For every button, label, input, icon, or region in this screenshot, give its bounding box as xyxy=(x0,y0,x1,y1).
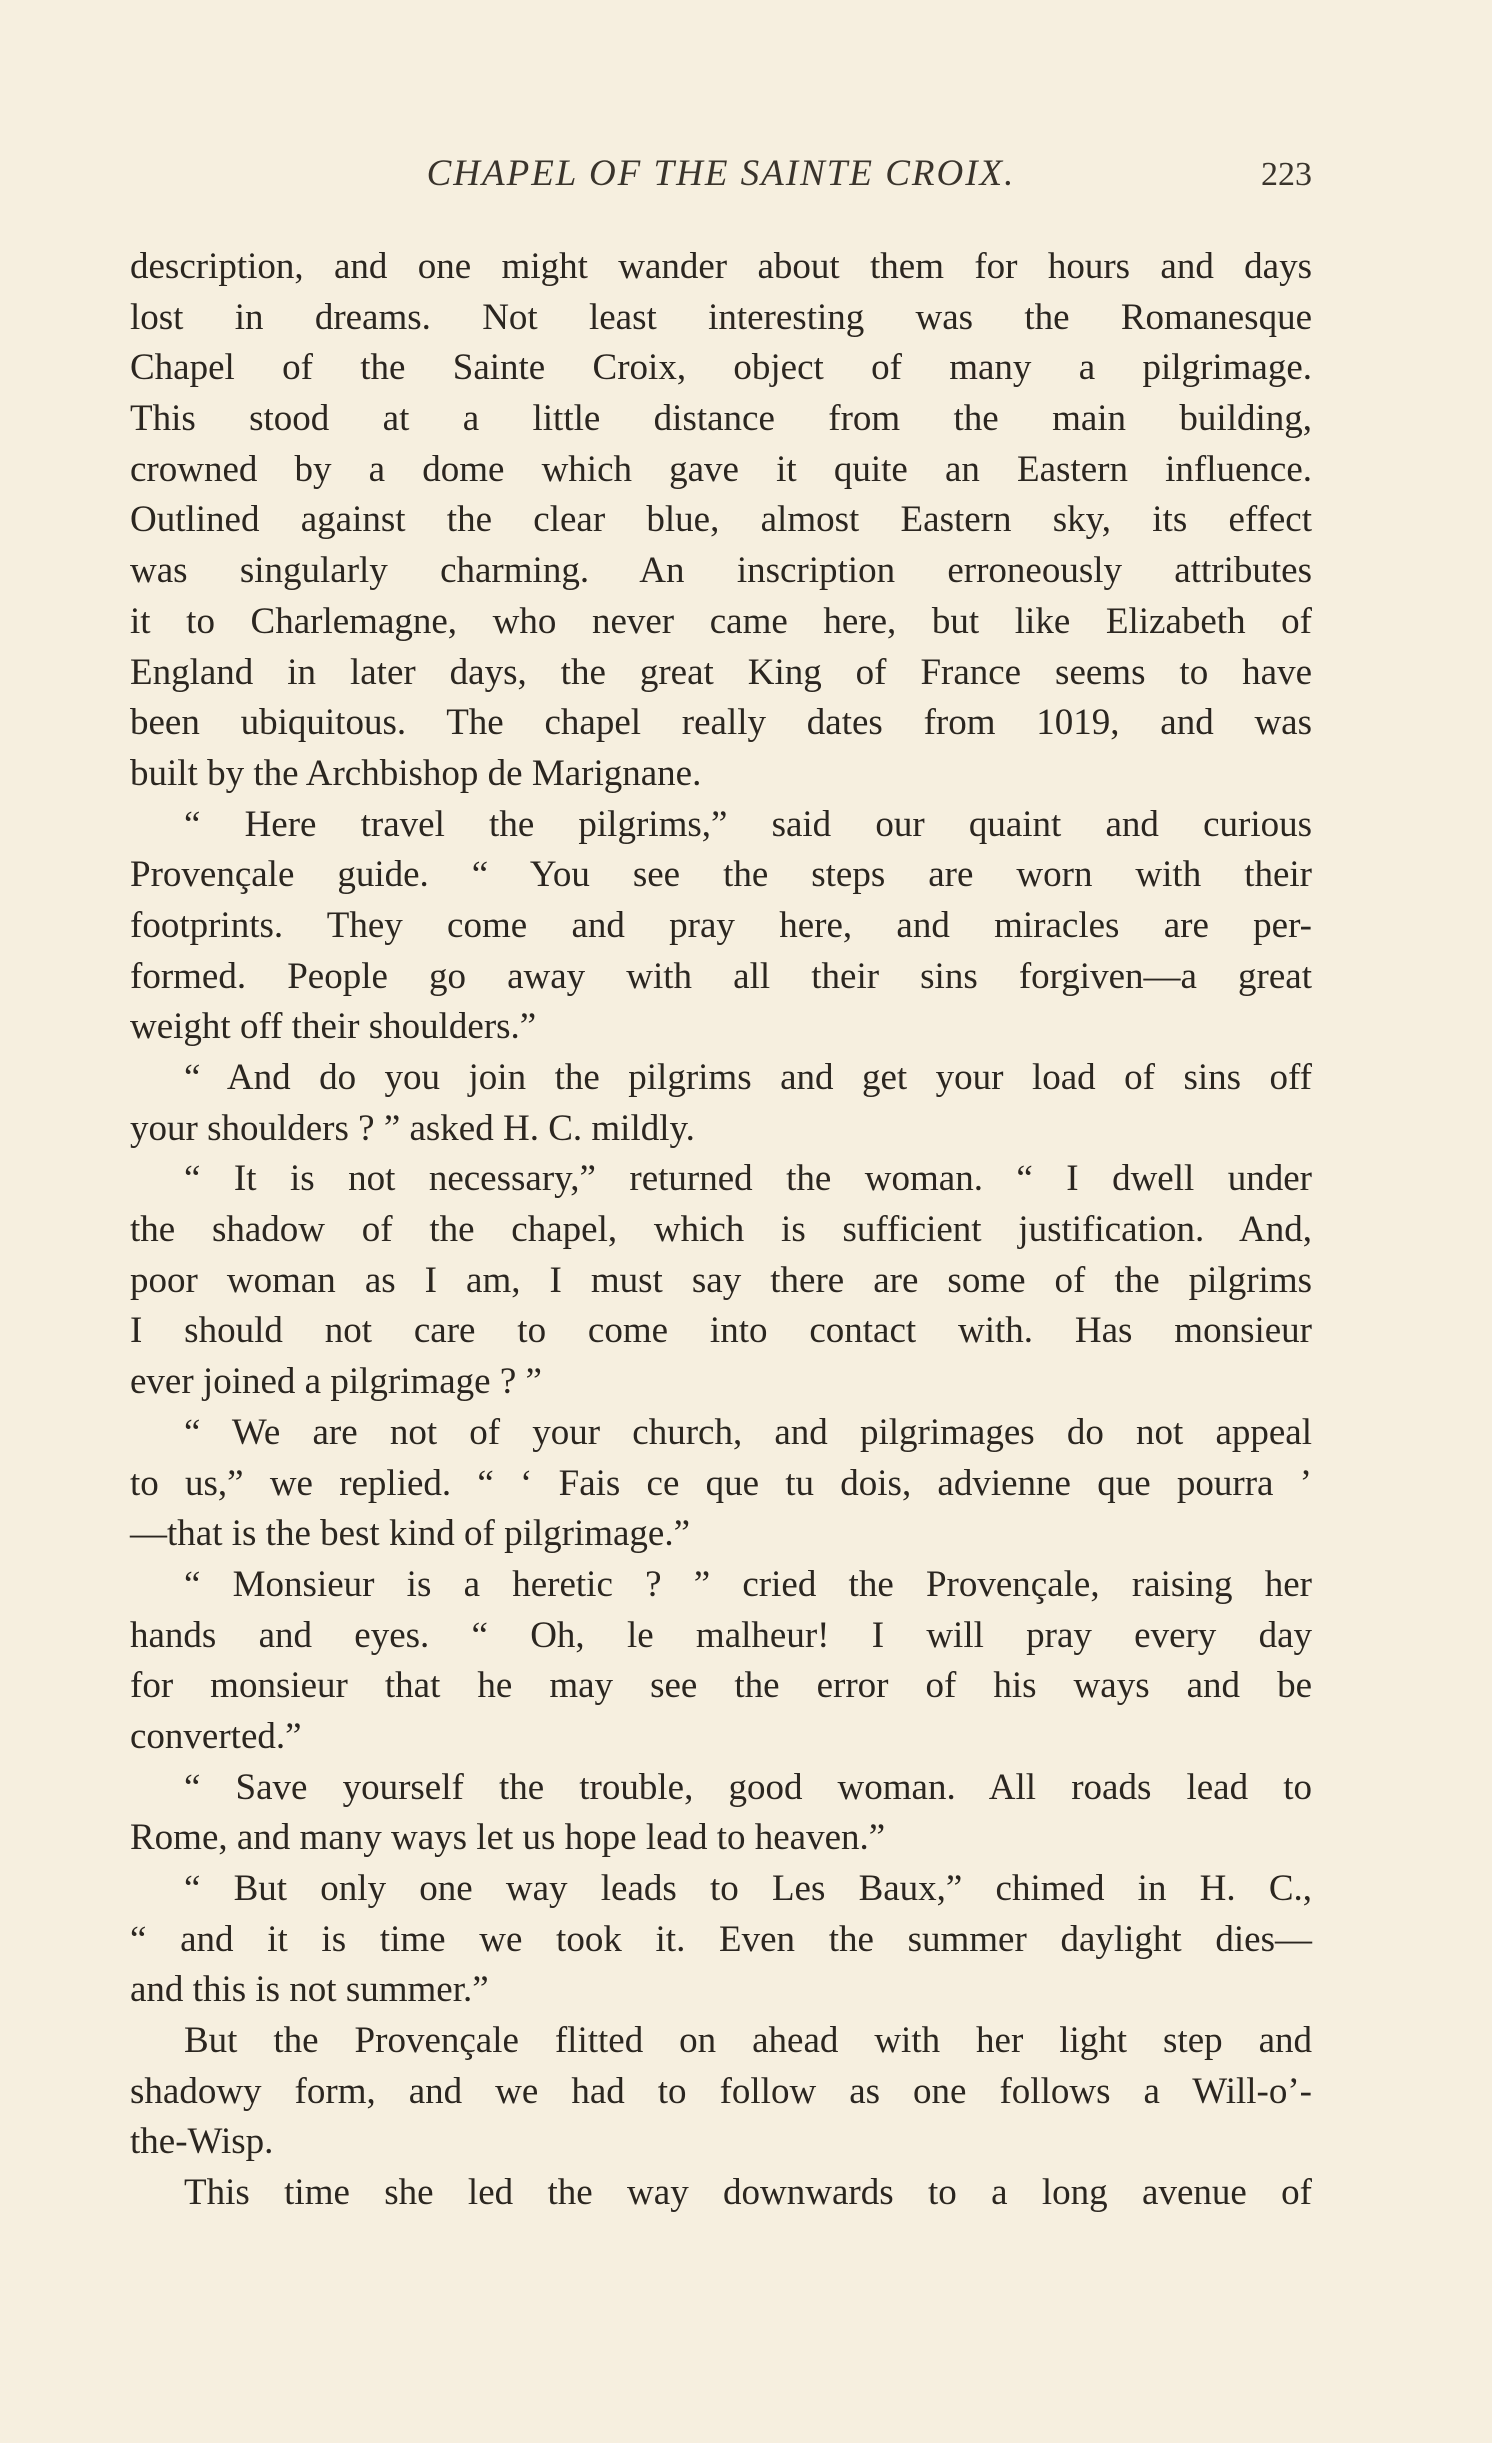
running-title: CHAPEL OF THE SAINTE CROIX. xyxy=(426,153,1016,194)
text-line: weight off their shoulders.” xyxy=(130,1006,537,1048)
text-line: hands and eyes. “ Oh, le malheur! I will pray every day xyxy=(130,1614,1312,1656)
text-line: “ Monsieur is a heretic ? ” cried the Provençale, raising her xyxy=(184,1563,1312,1605)
text-line: But the Provençale flitted on ahead with her light step and xyxy=(184,2020,1312,2062)
text-line: crowned by a dome which gave it quite an Eastern influence. xyxy=(130,448,1312,490)
text-line: description, and one might wander about them for hours and days xyxy=(130,246,1312,287)
page-number: 223 xyxy=(1261,156,1312,193)
text-line: “ Here travel the pilgrims,” said our quaint and curious xyxy=(184,803,1312,845)
text-line: lost in dreams. Not least interesting was the Romanesque xyxy=(130,296,1312,338)
text-line: “ And do you join the pilgrims and get your load of sins off xyxy=(184,1057,1312,1098)
text-line: “ It is not necessary,” returned the woman. “ I dwell under xyxy=(184,1158,1312,1200)
text-line: built by the Archbishop de Marignane. xyxy=(130,752,702,794)
text-line: to us,” we replied. “ ‘ Fais ce que tu dois, advienne que pourra ’ xyxy=(130,1462,1312,1504)
text-line: shadowy form, and we had to follow as one follows a Will-o’- xyxy=(130,2070,1312,2112)
text-line: converted.” xyxy=(130,1715,302,1757)
text-line: Rome, and many ways let us hope lead to heaven.” xyxy=(130,1817,886,1859)
running-head xyxy=(130,152,1312,202)
text-line: formed. People go away with all their sins forgiven—a great xyxy=(130,955,1312,997)
text-line: “ Save yourself the trouble, good woman. All roads lead to xyxy=(184,1766,1312,1808)
text-line: I should not care to come into contact with. Has monsieur xyxy=(130,1310,1312,1352)
text-line: “ and it is time we took it. Even the summer daylight dies— xyxy=(130,1918,1312,1960)
text-line: Chapel of the Sainte Croix, object of many a pilgrimage. xyxy=(130,347,1312,389)
text-line: for monsieur that he may see the error of his ways and be xyxy=(130,1665,1312,1707)
text-line: This stood at a little distance from the main building, xyxy=(130,398,1312,440)
text-line: England in later days, the great King of France seems to have xyxy=(130,651,1312,693)
text-line: Outlined against the clear blue, almost Eastern sky, its effect xyxy=(130,499,1312,541)
text-line: the shadow of the chapel, which is sufficient justification. And, xyxy=(130,1209,1312,1251)
text-line: been ubiquitous. The chapel really dates from 1019, and was xyxy=(130,702,1312,744)
text-line: poor woman as I am, I must say there are some of the pilgrims xyxy=(130,1259,1312,1301)
text-line: ever joined a pilgrimage ? ” xyxy=(130,1361,542,1403)
body-text xyxy=(130,242,1312,2219)
text-line: it to Charlemagne, who never came here, but like Elizabeth of xyxy=(130,600,1312,642)
text-line: This time she led the way downwards to a long avenue of xyxy=(184,2172,1312,2214)
text-line: —that is the best kind of pilgrimage.” xyxy=(130,1513,691,1555)
text-line: your shoulders ? ” asked H. C. mildly. xyxy=(130,1107,695,1149)
text-line: and this is not summer.” xyxy=(130,1969,489,2011)
text-line: “ But only one way leads to Les Baux,” chimed in H. C., xyxy=(184,1868,1312,1909)
text-line: footprints. They come and pray here, and miracles are per- xyxy=(130,904,1312,946)
text-line: “ We are not of your church, and pilgrimages do not appeal xyxy=(184,1411,1312,1453)
text-line: the-Wisp. xyxy=(130,2121,274,2163)
text-line: was singularly charming. An inscription erroneously attributes xyxy=(130,550,1312,592)
text-line: Provençale guide. “ You see the steps are worn with their xyxy=(130,854,1312,896)
